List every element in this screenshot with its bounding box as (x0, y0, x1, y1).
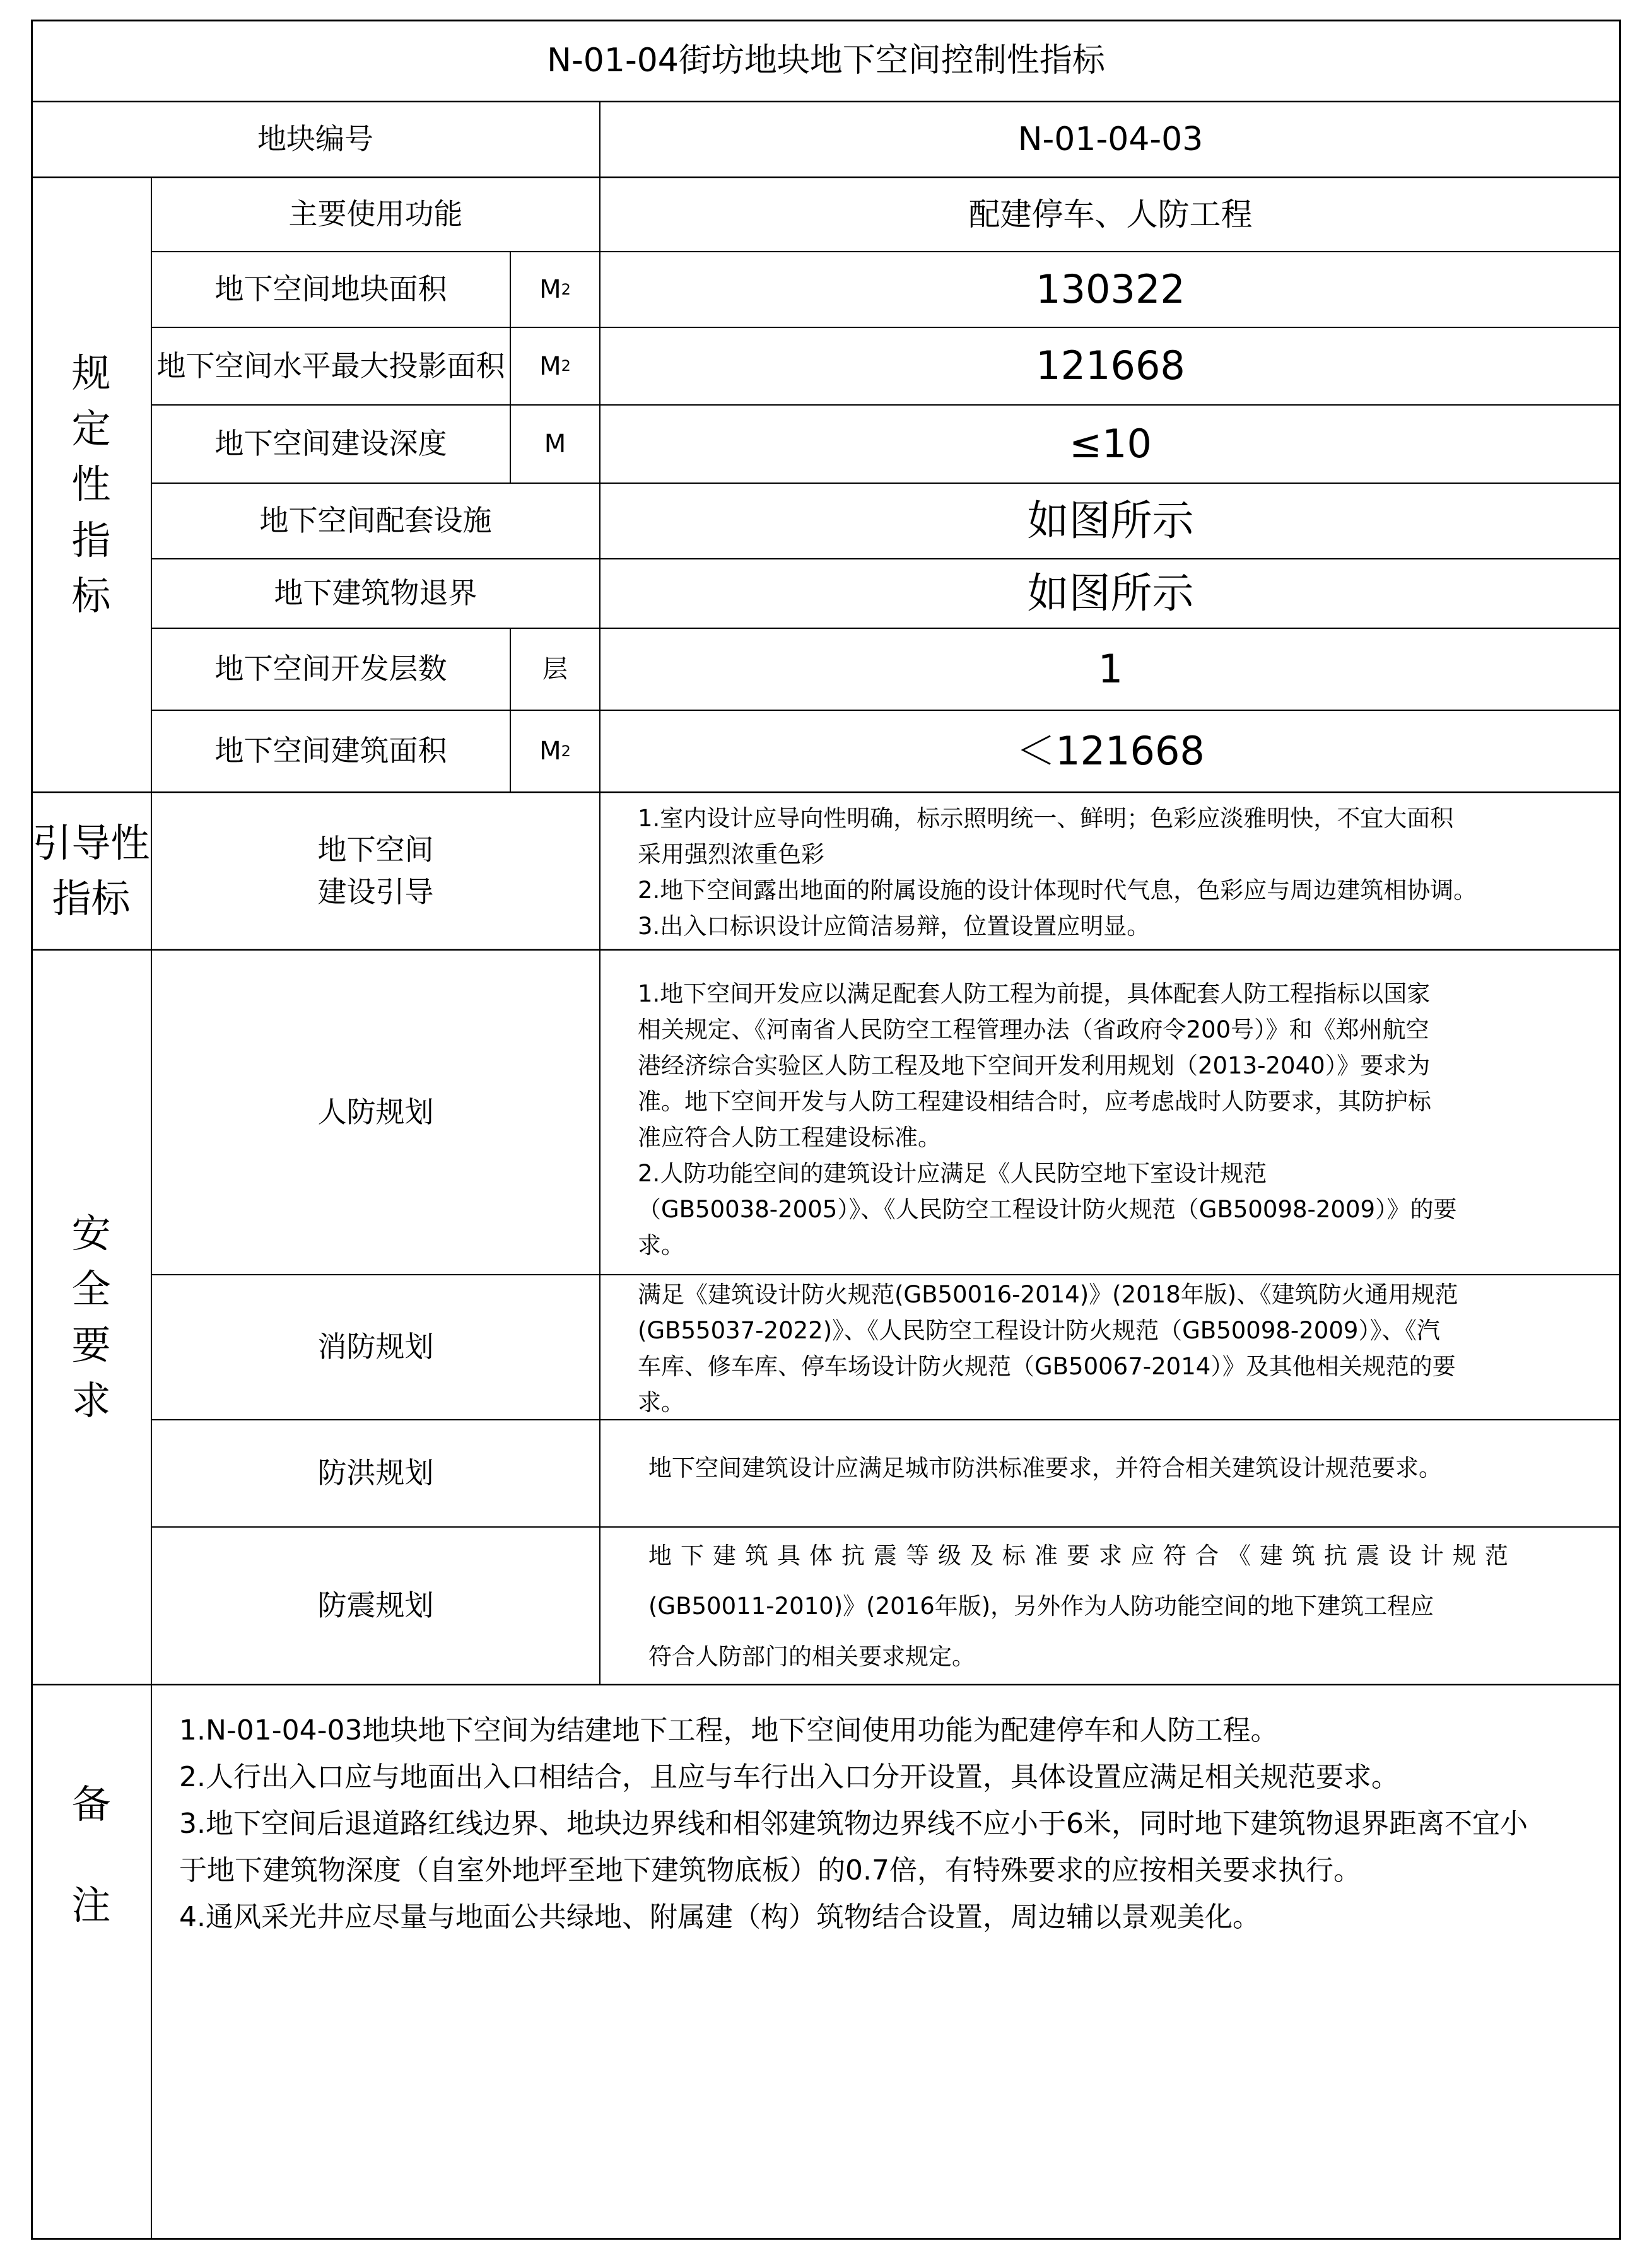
row-value-projection-area: 121668 (1036, 342, 1185, 389)
guide-label: 地下空间 建设引导 (317, 833, 434, 909)
text-line: 地下空间建筑设计应满足城市防洪标准要求，并符合相关建筑设计规范要求。 (648, 1454, 1442, 1482)
row-value-facilities: 如图所示 (1027, 496, 1194, 546)
text-line: 求。 (638, 1389, 684, 1416)
text-line: 车库、修车库、停车场设计防火规范（GB50067-2014）》及其他相关规范的要 (638, 1353, 1456, 1380)
safety-text-fire (638, 1277, 1609, 1420)
text-line: 符合人防部门的相关要求规定。 (648, 1643, 975, 1670)
category-regulatory: 规 定 性 指 标 (71, 350, 111, 619)
category-remarks-2: 注 (71, 1881, 111, 1928)
row-value-plot-area: 130322 (1036, 266, 1185, 312)
remark-line: 4.通风采光井应尽量与地面公共绿地、附属建（构）筑物结合设置，周边辅以景观美化。 (179, 1901, 1260, 1933)
row-unit-plot-area: M 2 (539, 275, 571, 304)
row-value-depth: ≤10 (1069, 420, 1152, 467)
row-unit-depth: M (544, 430, 566, 459)
safety-label-fire: 消防规划 (317, 1330, 434, 1364)
remark-line: 2.人行出入口应与地面出入口相结合，且应与车行出入口分开设置，具体设置应满足相关规范要求。 (179, 1761, 1399, 1793)
remarks-text (179, 1707, 1605, 1941)
guide-text (638, 800, 1609, 944)
guide-line: 2.地下空间露出地面的附属设施的设计体现时代气息，色彩应与周边建筑相协调。 (638, 877, 1477, 904)
row-label-depth: 地下空间建设深度 (214, 426, 447, 461)
safety-label-civil-defense: 人防规划 (317, 1094, 434, 1129)
plot-number-value: N-01-04-03 (1017, 120, 1204, 158)
row-label-plot-area: 地下空间地块面积 (214, 272, 447, 307)
row-label-main-function: 主要使用功能 (288, 197, 463, 231)
row-label-facilities: 地下空间配套设施 (259, 503, 492, 538)
row-label-floors: 地下空间开发层数 (214, 652, 447, 686)
safety-label-earthquake: 防震规划 (317, 1588, 434, 1623)
row-value-main-function: 配建停车、人防工程 (968, 196, 1253, 233)
text-line: (GB50011-2010)》(2016年版)，另外作为人防功能空间的地下建筑工程应 (648, 1593, 1434, 1620)
remark-line: 1.N-01-04-03地块地下空间为结建地下工程，地下空间使用功能为配建停车和人防工程。 (179, 1714, 1279, 1746)
text-line: 准应符合人防工程建设标准。 (638, 1124, 941, 1151)
row-label-floor-area: 地下空间建筑面积 (214, 734, 447, 768)
control-index-table (31, 20, 1621, 2240)
text-line: 满足《建筑设计防火规范(GB50016-2014)》(2018年版)、《建筑防火通用规范 (638, 1281, 1458, 1308)
row-value-floor-area: ＜121668 (1016, 727, 1205, 774)
text-line: (GB55037-2022)》、《人民防空工程设计防火规范（GB50098-2009）》、《汽 (638, 1317, 1440, 1344)
guide-line: 采用强烈浓重色彩 (638, 841, 824, 868)
row-label-projection-area: 地下空间水平最大投影面积 (156, 348, 505, 383)
safety-text-civil-defense (638, 976, 1609, 1263)
row-value-floors: 1 (1098, 645, 1123, 692)
safety-label-flood: 防洪规划 (317, 1456, 434, 1490)
category-guiding: 引导性 指标 (32, 819, 150, 921)
row-unit-projection-area: M 2 (539, 351, 571, 381)
text-line: 2.人防功能空间的建筑设计应满足《人民防空地下室设计规范 (638, 1160, 1267, 1187)
text-line: 地下建筑具体抗震等级及标准要求应符合《建筑抗震设计规范 (648, 1542, 1517, 1569)
row-value-setback: 如图所示 (1027, 569, 1194, 618)
guide-line: 1.室内设计应导向性明确，标示照明统一、鲜明；色彩应淡雅明快，不宜大面积 (638, 805, 1454, 832)
text-line: 准。地下空间开发与人防工程建设相结合时，应考虑战时人防要求，其防护标 (638, 1088, 1431, 1115)
text-line: 求。 (638, 1232, 684, 1259)
row-unit-floors: 层 (542, 655, 568, 684)
plot-number-label: 地块编号 (257, 122, 373, 156)
text-line: （GB50038-2005）》、《人民防空工程设计防火规范（GB50098-2009）》的要 (638, 1196, 1457, 1223)
row-label-setback: 地下建筑物退界 (274, 576, 477, 611)
safety-text-flood (648, 1450, 1607, 1486)
guide-line: 3.出入口标识设计应简洁易辩，位置设置应明显。 (638, 913, 1151, 940)
text-line: 相关规定、《河南省人民防空工程管理办法（省政府令200号）》和《郑州航空 (638, 1016, 1429, 1043)
text-line: 1.地下空间开发应以满足配套人防工程为前提，具体配套人防工程指标以国家 (638, 980, 1431, 1007)
row-unit-floor-area: M 2 (539, 737, 571, 766)
category-remarks: 备 (71, 1781, 111, 1827)
remark-line: 3.地下空间后退道路红线边界、地块边界线和相邻建筑物边界线不应小于6米，同时地下建筑物退界距离不宜小 (179, 1808, 1528, 1840)
remark-line: 于地下建筑物深度（自室外地坪至地下建筑物底板）的0.7倍，有特殊要求的应按相关要求执行。 (179, 1854, 1361, 1887)
text-line: 港经济综合实验区人防工程及地下空间开发利用规划（2013-2040）》要求为 (638, 1052, 1431, 1079)
safety-text-earthquake (648, 1531, 1607, 1682)
category-safety: 安 全 要 求 (71, 1210, 111, 1424)
table-title: N-01-04街坊地块地下空间控制性指标 (547, 41, 1105, 79)
